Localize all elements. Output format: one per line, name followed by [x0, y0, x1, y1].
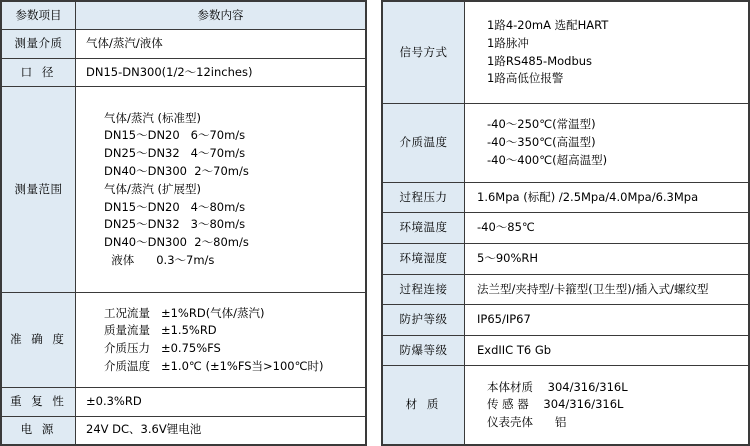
signal-line: 1路4-20mA 选配HART	[487, 18, 609, 33]
row-label-signal-type: 信号方式	[383, 2, 465, 104]
row-label-repeatability: 重 复 性	[2, 388, 76, 416]
table-row	[2, 388, 366, 416]
row-label-ambient-humidity: 环境湿度	[383, 244, 465, 275]
table-header-row	[2, 2, 366, 30]
material-line: 传 感 器 304/316/316L	[487, 397, 624, 412]
range-line: DN40～DN300 2～80m/s	[104, 235, 249, 250]
row-value-explosion-proof-grade: ExdIIC T6 Gb	[465, 335, 749, 366]
material-line: 本体材质 304/316/316L	[487, 379, 628, 394]
signal-line: 1路脉冲	[487, 35, 529, 50]
left-spec-table	[1, 1, 366, 445]
row-value-range	[76, 87, 366, 293]
table-row	[383, 213, 749, 244]
row-label-medium: 测量介质	[2, 30, 76, 58]
table-row	[2, 87, 366, 293]
table-row	[383, 305, 749, 336]
header-parameter-content: 参数内容	[76, 2, 366, 30]
table-row	[2, 293, 366, 388]
row-label-process-connection: 过程连接	[383, 274, 465, 305]
right-spec-table-panel	[381, 0, 750, 446]
medium-temp-line: -40～400℃(超高温型)	[487, 152, 608, 167]
header-parameter-item: 参数项目	[2, 2, 76, 30]
row-value-medium: 气体/蒸汽/液体	[76, 30, 366, 58]
row-value-material	[465, 366, 749, 445]
table-row	[383, 366, 749, 445]
range-line: DN15～DN20 6～70m/s	[104, 128, 246, 143]
table-row	[2, 416, 366, 444]
row-value-power: 24V DC、3.6V锂电池	[76, 416, 366, 444]
row-value-accuracy	[76, 293, 366, 388]
range-line: 液体 0.3～7m/s	[104, 253, 215, 268]
table-row	[383, 2, 749, 104]
row-value-medium-temperature	[465, 104, 749, 182]
accuracy-line: 介质压力 ±0.75%FS	[104, 341, 221, 356]
left-spec-table-panel	[0, 0, 367, 446]
row-label-process-pressure: 过程压力	[383, 182, 465, 213]
row-label-material: 材 质	[383, 366, 465, 445]
row-value-process-connection: 法兰型/夹持型/卡箍型(卫生型)/插入式/螺纹型	[465, 274, 749, 305]
row-label-accuracy: 准 确 度	[2, 293, 76, 388]
range-line: DN25～DN32 3～80m/s	[104, 217, 246, 232]
row-label-explosion-proof-grade: 防爆等级	[383, 335, 465, 366]
row-label-diameter: 口 径	[2, 58, 76, 86]
accuracy-line: 质量流量 ±1.5%RD	[104, 323, 217, 338]
range-line: 气体/蒸汽 (扩展型)	[104, 181, 202, 196]
row-value-repeatability: ±0.3%RD	[76, 388, 366, 416]
range-line: DN40～DN300 2～70m/s	[104, 163, 249, 178]
table-row	[383, 335, 749, 366]
range-line: DN15～DN20 4～80m/s	[104, 199, 246, 214]
range-line: DN25～DN32 4～70m/s	[104, 146, 246, 161]
material-line: 仪表壳体 铝	[487, 415, 567, 430]
row-value-ambient-temperature: -40～85℃	[465, 213, 749, 244]
range-line: 气体/蒸汽 (标准型)	[104, 110, 202, 125]
row-label-range: 测量范围	[2, 87, 76, 293]
row-label-ambient-temperature: 环境温度	[383, 213, 465, 244]
medium-temp-line: -40～350℃(高温型)	[487, 135, 596, 150]
row-label-medium-temperature: 介质温度	[383, 104, 465, 182]
signal-line: 1路高低位报警	[487, 71, 564, 86]
table-row	[2, 30, 366, 58]
row-label-power: 电 源	[2, 416, 76, 444]
row-label-protection-grade: 防护等级	[383, 305, 465, 336]
accuracy-line: 工况流量 ±1%RD(气体/蒸汽)	[104, 305, 265, 320]
table-row	[383, 104, 749, 182]
table-row	[383, 274, 749, 305]
table-row	[383, 182, 749, 213]
table-row	[383, 244, 749, 275]
row-value-diameter: DN15-DN300(1/2～12inches)	[76, 58, 366, 86]
medium-temp-line: -40～250℃(常温型)	[487, 117, 596, 132]
row-value-signal-type	[465, 2, 749, 104]
row-value-process-pressure: 1.6Mpa (标配) /2.5Mpa/4.0Mpa/6.3Mpa	[465, 182, 749, 213]
right-spec-table	[382, 1, 749, 445]
accuracy-line: 介质温度 ±1.0℃ (±1%FS当>100℃时)	[104, 358, 324, 373]
signal-line: 1路RS485-Modbus	[487, 53, 593, 68]
row-value-ambient-humidity: 5～90%RH	[465, 244, 749, 275]
table-row	[2, 58, 366, 86]
row-value-protection-grade: IP65/IP67	[465, 305, 749, 336]
